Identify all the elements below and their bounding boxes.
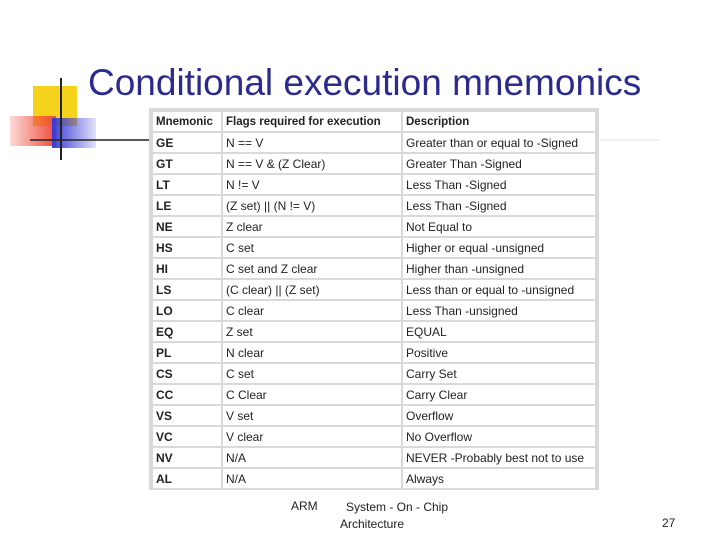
table-row [153,133,595,152]
cell-description: Higher than -unsigned [403,259,595,278]
cell-mnemonic: PL [153,343,221,362]
table-row [153,343,595,362]
table-row [153,238,595,257]
table-row [153,280,595,299]
cell-mnemonic: GE [153,133,221,152]
mnemonics-table [151,110,597,490]
cell-description: Positive [403,343,595,362]
cell-mnemonic: CS [153,364,221,383]
cell-mnemonic: NE [153,217,221,236]
cell-description: Higher or equal -unsigned [403,238,595,257]
cell-flags: N/A [223,469,401,488]
footer-course-title [340,499,448,533]
cell-description: Less Than -Signed [403,175,595,194]
cell-mnemonic: GT [153,154,221,173]
cell-flags: N == V [223,133,401,152]
cell-flags: V clear [223,427,401,446]
slide-title: Conditional execution mnemonics [88,62,642,103]
table-row [153,196,595,215]
cell-flags: (Z set) || (N != V) [223,196,401,215]
cell-flags: N clear [223,343,401,362]
page-number: 27 [662,516,676,530]
cell-mnemonic: CC [153,385,221,404]
cell-description: Not Equal to [403,217,595,236]
cell-mnemonic: VS [153,406,221,425]
cell-flags: C clear [223,301,401,320]
table-row [153,217,595,236]
table-row [153,175,595,194]
footer-line-1: System - On - Chip [346,500,449,514]
cell-mnemonic: LS [153,280,221,299]
cell-description: Carry Set [403,364,595,383]
cell-description: Always [403,469,595,488]
cell-mnemonic: NV [153,448,221,467]
cell-mnemonic: VC [153,427,221,446]
table-row [153,427,595,446]
cell-flags: C set [223,238,401,257]
cell-description: No Overflow [403,427,595,446]
mnemonics-table-container [149,108,599,490]
table-row [153,406,595,425]
cell-mnemonic: EQ [153,322,221,341]
table-row [153,385,595,404]
column-header-mnemonic: Mnemonic [153,112,221,131]
cell-mnemonic: AL [153,469,221,488]
cell-mnemonic: HS [153,238,221,257]
cell-description: Less than or equal to -unsigned [403,280,595,299]
cell-flags: N == V & (Z Clear) [223,154,401,173]
table-row [153,364,595,383]
cell-flags: N/A [223,448,401,467]
table-row [153,448,595,467]
footer-line-2: Architecture [340,517,405,531]
table-row [153,259,595,278]
cell-mnemonic: LO [153,301,221,320]
cell-description: NEVER -Probably best not to use [403,448,595,467]
table-row [153,322,595,341]
cell-description: EQUAL [403,322,595,341]
column-header-flags: Flags required for execution [223,112,401,131]
table-row [153,469,595,488]
cell-description: Greater Than -Signed [403,154,595,173]
cell-description: Overflow [403,406,595,425]
cell-description: Less Than -Signed [403,196,595,215]
table-row [153,154,595,173]
cell-description: Greater than or equal to -Signed [403,133,595,152]
cell-flags: V set [223,406,401,425]
cell-flags: Z clear [223,217,401,236]
footer-arm: ARM [291,499,318,513]
cell-flags: Z set [223,322,401,341]
cell-flags: N != V [223,175,401,194]
cell-flags: (C clear) || (Z set) [223,280,401,299]
cell-description: Carry Clear [403,385,595,404]
table-row [153,301,595,320]
cell-mnemonic: LT [153,175,221,194]
cell-flags: C Clear [223,385,401,404]
cell-flags: C set [223,364,401,383]
table-header-row [153,112,595,131]
cell-mnemonic: HI [153,259,221,278]
cell-description: Less Than -unsigned [403,301,595,320]
cell-flags: C set and Z clear [223,259,401,278]
cell-mnemonic: LE [153,196,221,215]
column-header-description: Description [403,112,595,131]
